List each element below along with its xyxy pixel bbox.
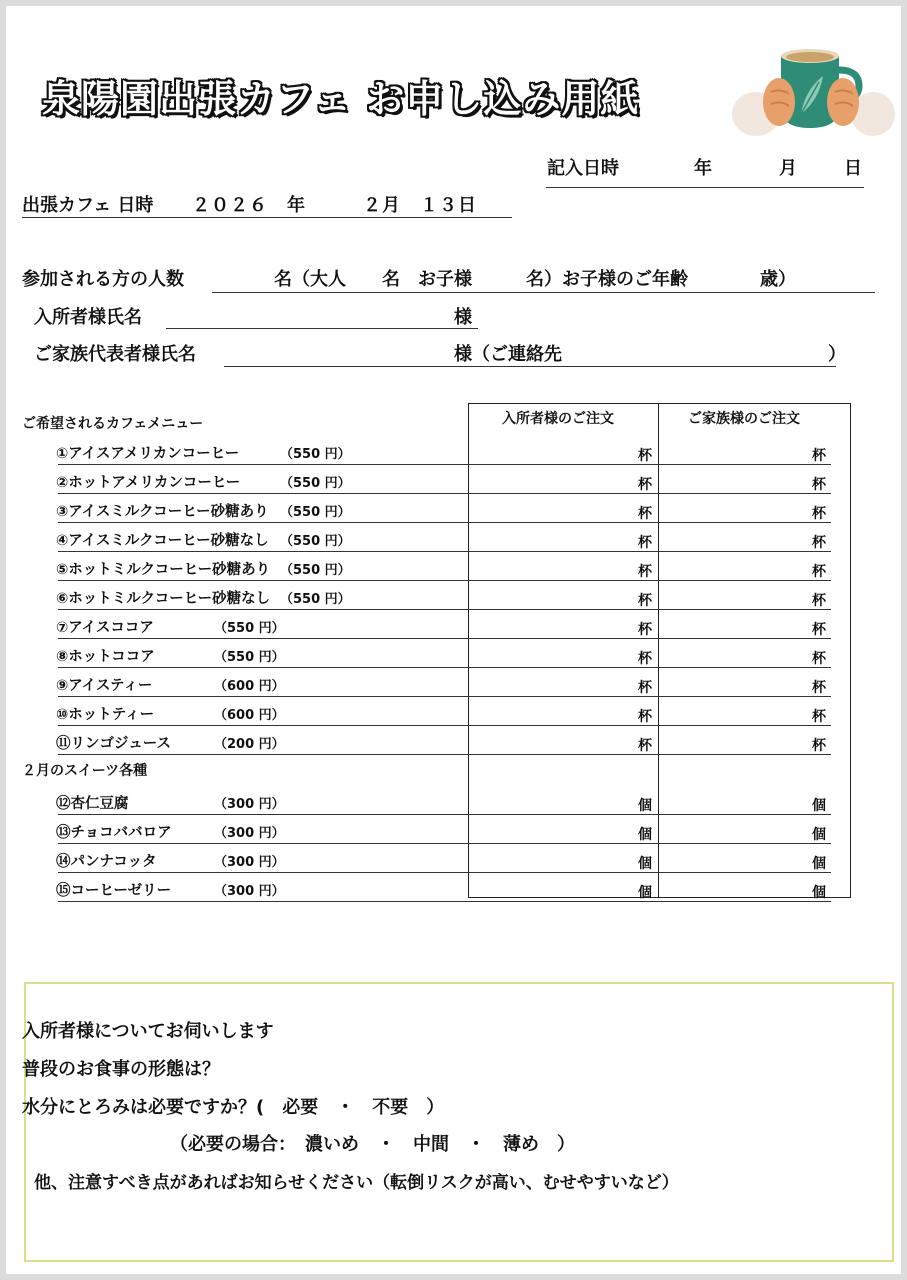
menu-item-price: （550 円） <box>280 563 351 578</box>
menu-item-price: （550 円） <box>280 447 351 462</box>
family-unit: 杯 <box>812 651 826 667</box>
menu-item-name: ③アイスミルクコーヒー砂糖あり <box>56 504 269 520</box>
notes-line-1: 入所者様についてお伺いします <box>22 1021 274 1042</box>
participants-fields: 名（大人 名 お子様 名）お子様のご年齢 歳） <box>274 269 796 290</box>
family-name-label: ご家族代表者様氏名 <box>34 344 196 365</box>
menu-item-price: （600 円） <box>214 708 285 723</box>
menu-item-name: ②ホットアメリカンコーヒー <box>56 475 241 491</box>
menu-item-price: （550 円） <box>280 505 351 520</box>
resident-unit: 個 <box>638 798 652 814</box>
family-unit: 杯 <box>812 709 826 725</box>
family-unit: 個 <box>812 798 826 814</box>
resident-unit: 杯 <box>638 680 652 696</box>
resident-unit: 杯 <box>638 448 652 464</box>
family-unit: 杯 <box>812 448 826 464</box>
participants-label: 参加される方の人数 <box>22 269 184 290</box>
resident-unit: 杯 <box>638 506 652 522</box>
resident-unit: 杯 <box>638 477 652 493</box>
menu-item-name: ⑭パンナコッタ <box>56 854 157 870</box>
menu-heading: ご希望されるカフェメニュー <box>22 416 204 432</box>
menu-item-name: ⑤ホットミルクコーヒー砂糖あり <box>56 562 271 578</box>
resident-unit: 杯 <box>638 709 652 725</box>
menu-item-name: ⑧ホットココア <box>56 649 155 665</box>
family-name-underline <box>224 366 836 367</box>
menu-row-underline <box>58 754 831 755</box>
menu-item-price: （600 円） <box>214 679 285 694</box>
family-unit: 個 <box>812 827 826 843</box>
cafe-date-underline <box>22 217 512 218</box>
menu-item-price: （550 円） <box>280 534 351 549</box>
family-contact-label: 様（ご連絡先 <box>454 344 562 365</box>
order-table-frame <box>468 403 851 898</box>
col-family-header: ご家族様のご注文 <box>688 411 800 427</box>
menu-item-name: ⑥ホットミルクコーヒー砂糖なし <box>56 591 271 607</box>
notes-line-2: 普段のお食事の形態は？ <box>22 1059 220 1080</box>
family-unit: 杯 <box>812 535 826 551</box>
tea-mug-hands-icon <box>731 44 896 139</box>
menu-item-name: ⑩ホットティー <box>56 707 155 723</box>
menu-item-price: （550 円） <box>280 476 351 491</box>
menu-row-underline <box>58 696 831 697</box>
menu-item-name: ①アイスアメリカンコーヒー <box>56 446 240 462</box>
entry-date-label: 記入日時 <box>547 158 619 179</box>
menu-item-price: （550 円） <box>214 621 285 636</box>
resident-unit: 杯 <box>638 535 652 551</box>
family-unit: 杯 <box>812 680 826 696</box>
cafe-date-label: 出張カフェ 日時 <box>22 195 154 216</box>
family-contact-close: ） <box>828 344 846 365</box>
entry-day-label: 日 <box>844 158 862 179</box>
menu-row-underline <box>58 551 831 552</box>
participants-underline <box>212 292 875 293</box>
family-unit: 杯 <box>812 564 826 580</box>
resident-name-underline <box>166 328 478 329</box>
menu-row-underline <box>58 725 831 726</box>
menu-item-name: ⑮コーヒーゼリー <box>56 883 172 899</box>
family-unit: 杯 <box>812 506 826 522</box>
family-unit: 杯 <box>812 593 826 609</box>
menu-row-underline <box>58 901 831 902</box>
menu-item-price: （550 円） <box>214 650 285 665</box>
resident-name-suffix: 様 <box>454 307 472 328</box>
menu-row-underline <box>58 872 831 873</box>
resident-unit: 杯 <box>638 564 652 580</box>
notes-line-4: （必要の場合： 濃いめ ・ 中間 ・ 薄め ） <box>170 1134 575 1155</box>
menu-item-price: （300 円） <box>214 855 285 870</box>
entry-year-label: 年 <box>694 158 712 179</box>
menu-row-underline <box>58 580 831 581</box>
menu-row-underline <box>58 522 831 523</box>
resident-unit: 杯 <box>638 738 652 754</box>
menu-item-name: ⑪リンゴジュース <box>56 736 171 752</box>
menu-row-underline <box>58 814 831 815</box>
family-unit: 個 <box>812 885 826 901</box>
menu-item-name: ④アイスミルクコーヒー砂糖なし <box>56 533 269 549</box>
resident-unit: 杯 <box>638 622 652 638</box>
application-form <box>6 6 901 1274</box>
menu-item-name: ⑦アイスココア <box>56 620 154 636</box>
form-title: 泉陽園出張カフェ お申し込み用紙 <box>42 77 640 121</box>
menu-row-underline <box>58 667 831 668</box>
resident-unit: 個 <box>638 856 652 872</box>
col-resident-header: 入所者様のご注文 <box>502 411 614 427</box>
resident-unit: 杯 <box>638 593 652 609</box>
order-table-divider <box>658 403 659 898</box>
resident-name-label: 入所者様氏名 <box>34 307 142 328</box>
menu-row-underline <box>58 493 831 494</box>
menu-item-name: ⑫杏仁豆腐 <box>56 796 129 812</box>
menu-row-underline <box>58 464 831 465</box>
menu-item-name: ⑬チョコババロア <box>56 825 172 841</box>
family-unit: 杯 <box>812 738 826 754</box>
menu-row-underline <box>58 843 831 844</box>
resident-unit: 個 <box>638 827 652 843</box>
menu-row-underline <box>58 609 831 610</box>
notes-line-5: 他、注意すべき点があればお知らせください（転倒リスクが高い、むせやすいなど） <box>34 1173 679 1193</box>
menu-item-price: （200 円） <box>214 737 285 752</box>
menu-item-price: （550 円） <box>280 592 351 607</box>
resident-unit: 個 <box>638 885 652 901</box>
entry-month-label: 月 <box>779 158 797 179</box>
menu-row-underline <box>58 638 831 639</box>
notes-line-3: 水分にとろみは必要ですか？( 必要 ・ 不要 ） <box>22 1097 445 1118</box>
menu-item-price: （300 円） <box>214 826 285 841</box>
resident-unit: 杯 <box>638 651 652 667</box>
sweets-heading: ２月のスイーツ各種 <box>22 763 148 779</box>
menu-item-name: ⑨アイスティー <box>56 678 153 694</box>
family-unit: 杯 <box>812 477 826 493</box>
menu-item-price: （300 円） <box>214 797 285 812</box>
cafe-date-value: ２０２６ 年 ２月 １３日 <box>192 195 477 216</box>
menu-item-price: （300 円） <box>214 884 285 899</box>
entry-date-underline <box>546 187 864 188</box>
family-unit: 個 <box>812 856 826 872</box>
family-unit: 杯 <box>812 622 826 638</box>
